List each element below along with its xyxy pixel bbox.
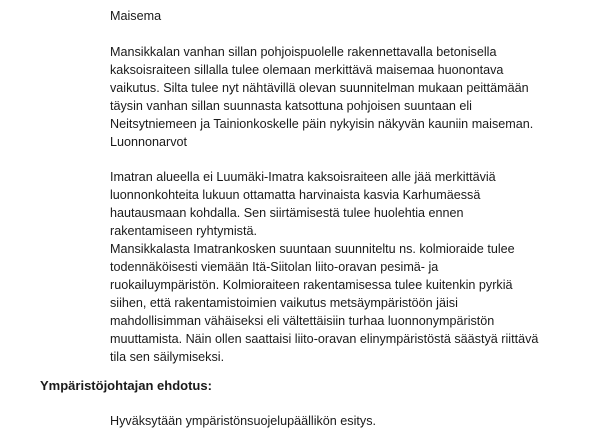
text-line: Imatran alueella ei Luumäki-Imatra kaksoisraiteen alle jää merkittäviä xyxy=(110,170,496,184)
text-line: täysin vanhan sillan suunnasta katsottuna pohjoisen suuntaan eli xyxy=(110,99,472,113)
text-line: Neitsytniemeen ja Tainionkoskelle päin nykyisin näkyvän kauniin maiseman. xyxy=(110,117,534,131)
heading-text: Luonnonarvot xyxy=(110,135,188,149)
paragraph-luonnonarvot-2 xyxy=(110,240,538,366)
paragraph-maisema xyxy=(110,43,533,133)
heading-luonnonarvot xyxy=(110,133,187,151)
heading-ehdotus xyxy=(40,377,212,395)
paragraph-luonnonarvot-1 xyxy=(110,168,496,240)
text-line: siihen, että rakentamistoimien vaikutus metsäympäristöön jäisi xyxy=(110,296,458,310)
text-line: rakentamiseen ryhtymistä. xyxy=(110,224,257,238)
text-line: tila sen säilymiseksi. xyxy=(110,350,225,364)
text-line: mahdollisimman vähäiseksi eli vältettäisiin turhaa luonnonympäristön xyxy=(110,314,495,328)
text-line: muuttamista. Näin ollen saattaisi liito-oravan elinympäristöstä säästyä riittävä xyxy=(110,332,539,346)
heading-maisema xyxy=(110,7,161,25)
text-line: todennäköisesti viemään Itä-Siitolan liito-oravan pesimä- ja xyxy=(110,260,439,274)
heading-text: Ympäristöjohtajan ehdotus: xyxy=(40,378,212,393)
text-line: Mansikkalan vanhan sillan pohjoispuolelle rakennettavalla betonisella xyxy=(110,45,497,59)
paragraph-ehdotus xyxy=(110,412,376,430)
text-line: luonnonkohteita lukuun ottamatta harvinaista kasvia Karhumäessä xyxy=(110,188,481,202)
heading-text: Maisema xyxy=(110,9,162,23)
text-line: Mansikkalasta Imatrankosken suuntaan suunniteltu ns. kolmioraide tulee xyxy=(110,242,515,256)
text-line: kaksoisraiteen sillalla tulee olemaan merkittävä maisemaa huonontava xyxy=(110,63,504,77)
text-line: Hyväksytään ympäristönsuojelupäällikön esitys. xyxy=(110,414,376,428)
text-line: ruokailuympäristön. Kolmioraiteen rakentamisessa tulee kuitenkin pyrkiä xyxy=(110,278,513,292)
text-line: vaikutus. Silta tulee nyt nähtävillä olevan suunnitelman mukaan peittämään xyxy=(110,81,529,95)
text-line: hautausmaan kohdalla. Sen siirtämisestä tulee huolehtia ennen xyxy=(110,206,464,220)
